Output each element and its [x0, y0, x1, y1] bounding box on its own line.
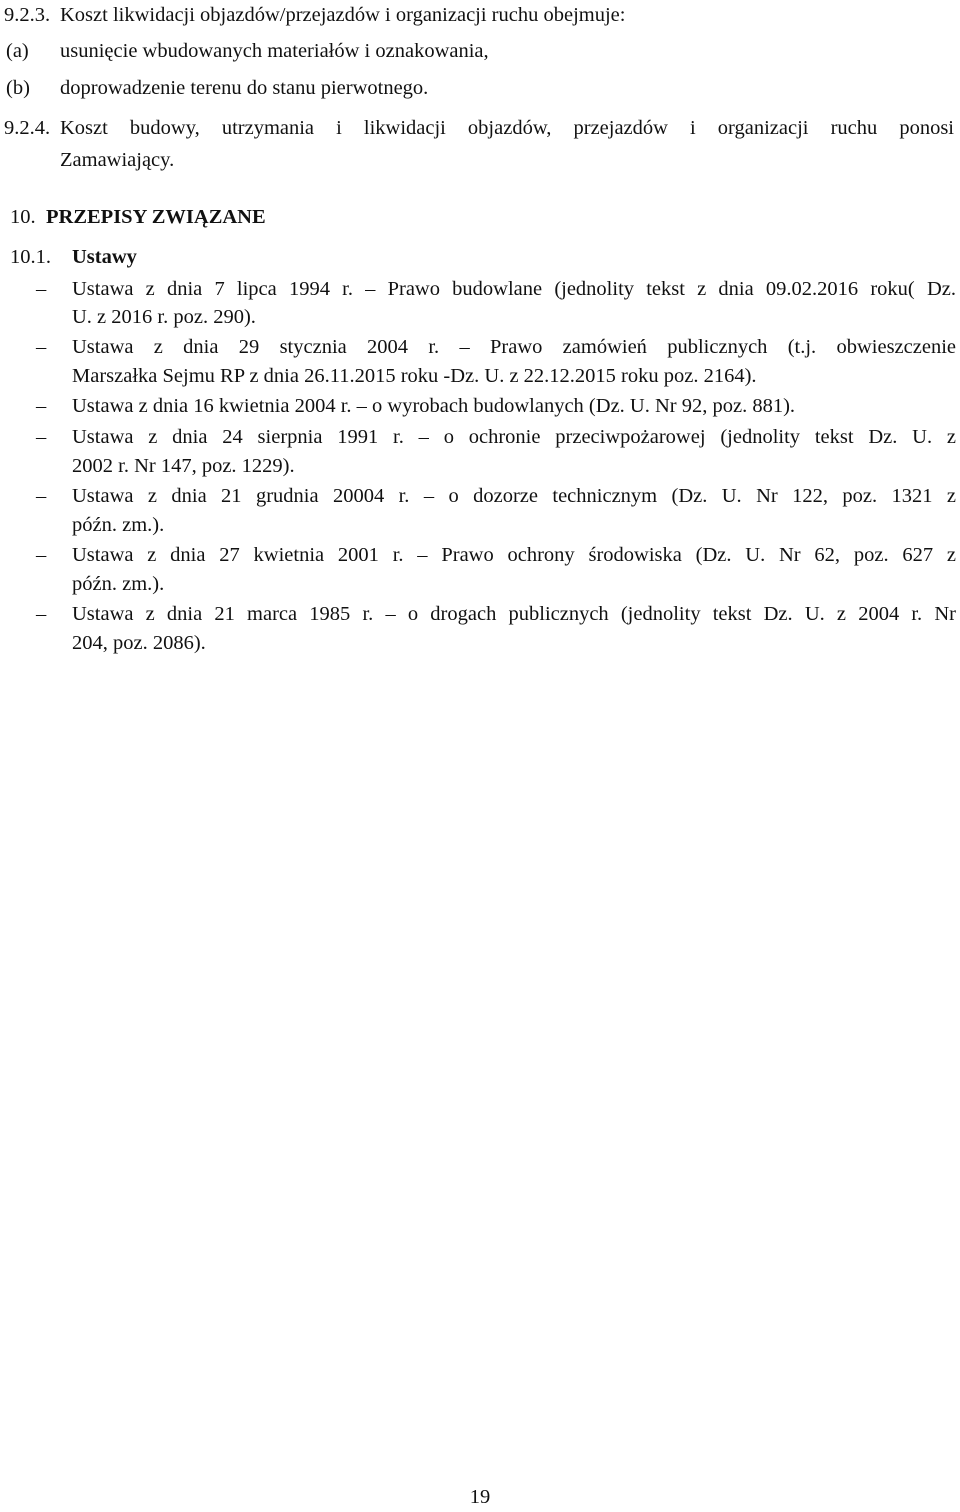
section-number: 10. [10, 206, 36, 228]
section-number: 9.2.4. [4, 117, 51, 139]
law-line: Ustawa z dnia 16 kwietnia 2004 r. – o wyrobach budowlanych (Dz. U. Nr 92, poz. 881). [72, 395, 796, 417]
list-item-text: usunięcie wbudowanych materiałów i oznakowania, [60, 40, 489, 62]
dash-bullet: – [36, 426, 47, 448]
law-line: 204, poz. 2086). [72, 632, 206, 654]
dash-bullet: – [36, 603, 47, 625]
law-line: Ustawa z dnia 29 stycznia 2004 r. – Prawo zamówień publicznych (t.j. obwieszczenie [72, 336, 956, 358]
section-title: Ustawy [72, 246, 137, 268]
section-number: 9.2.3. [4, 4, 51, 26]
section-number: 10.1. [10, 246, 51, 268]
law-line: Ustawa z dnia 21 marca 1985 r. – o drogach publicznych (jednolity tekst Dz. U. z 2004 r. Nr [72, 603, 956, 625]
law-line: U. z 2016 r. poz. 290). [72, 306, 256, 328]
dash-bullet: – [36, 485, 47, 507]
law-line: 2002 r. Nr 147, poz. 1229). [72, 455, 295, 477]
dash-bullet: – [36, 395, 47, 417]
dash-bullet: – [36, 278, 47, 300]
page-number: 19 [469, 1486, 491, 1508]
law-line: Ustawa z dnia 21 grudnia 20004 r. – o dozorze technicznym (Dz. U. Nr 122, poz. 1321 z [72, 485, 956, 507]
dash-bullet: – [36, 544, 47, 566]
section-title: PRZEPISY ZWIĄZANE [46, 206, 266, 228]
section-text-line: Zamawiający. [60, 149, 175, 171]
law-line: Marszałka Sejmu RP z dnia 26.11.2015 roku -Dz. U. z 22.12.2015 roku poz. 2164). [72, 365, 757, 387]
law-line: późn. zm.). [72, 514, 165, 536]
law-line: Ustawa z dnia 27 kwietnia 2001 r. – Prawo ochrony środowiska (Dz. U. Nr 62, poz. 627 z [72, 544, 956, 566]
dash-bullet: – [36, 336, 47, 358]
law-line: Ustawa z dnia 24 sierpnia 1991 r. – o ochronie przeciwpożarowej (jednolity tekst Dz. U. z [72, 426, 956, 448]
law-line: późn. zm.). [72, 573, 165, 595]
section-text: Koszt likwidacji objazdów/przejazdów i organizacji ruchu obejmuje: [60, 4, 626, 26]
section-text-line: Koszt budowy, utrzymania i likwidacji objazdów, przejazdów i organizacji ruchu ponosi [60, 117, 954, 139]
list-marker: (b) [6, 77, 30, 99]
list-marker: (a) [6, 40, 29, 62]
list-item-text: doprowadzenie terenu do stanu pierwotnego. [60, 77, 429, 99]
law-line: Ustawa z dnia 7 lipca 1994 r. – Prawo budowlane (jednolity tekst z dnia 09.02.2016 roku( Dz. [72, 278, 956, 300]
